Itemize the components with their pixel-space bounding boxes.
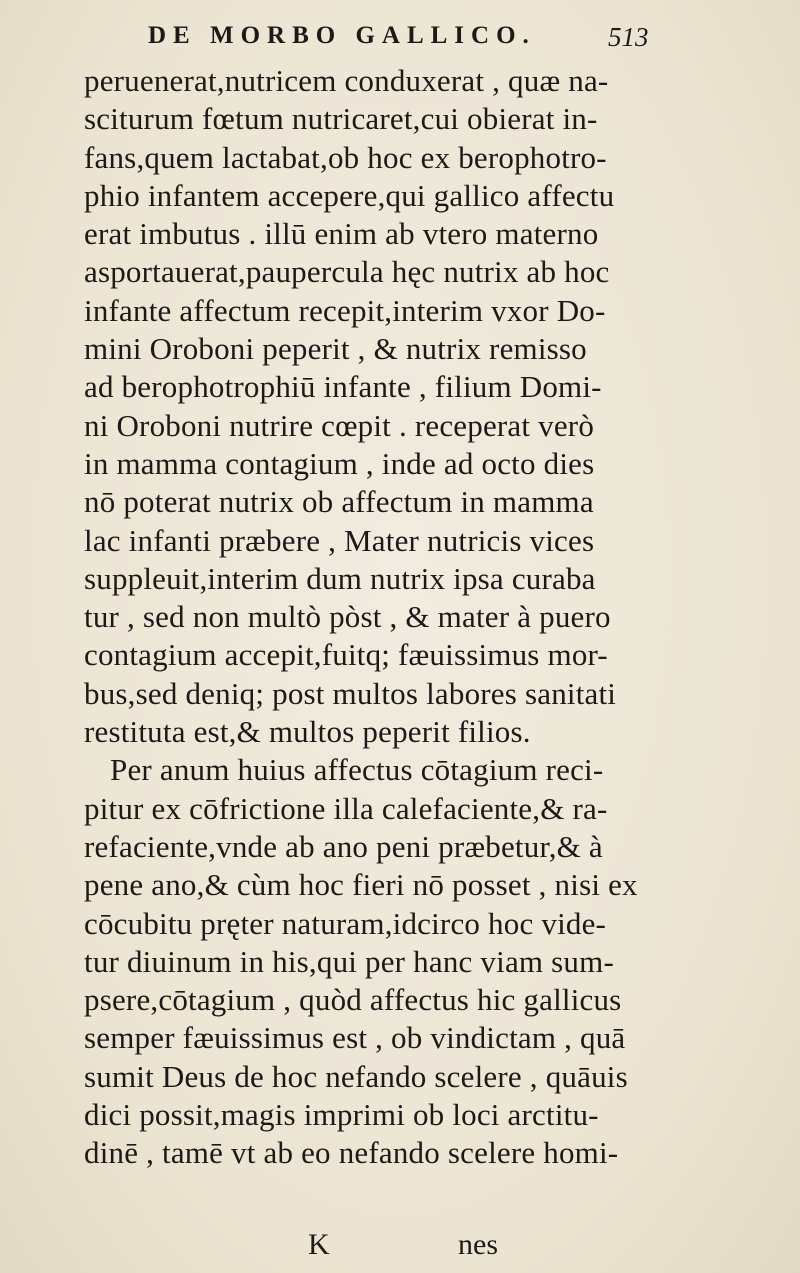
- text-line: semper fæuissimus est , ob vindictam , quā: [84, 1020, 626, 1056]
- catchword: nes: [458, 1228, 498, 1261]
- text-line: sciturum fœtum nutricaret,cui obierat in-: [84, 101, 598, 137]
- text-line: cōcubitu pręter naturam,idcirco hoc vide-: [84, 905, 607, 941]
- text-line: erat imbutus . illū enim ab vtero materno: [84, 216, 599, 252]
- page-header: [148, 22, 668, 62]
- paragraph-start-line: Per anum huius affectus cōtagium reci-: [110, 752, 604, 788]
- text-line: phio infantem accepere,qui gallico affectu: [84, 177, 615, 213]
- text-line: fans,quem lactabat,ob hoc ex berophotro-: [84, 139, 607, 175]
- text-line: in mamma contagium , inde ad octo dies: [84, 445, 595, 481]
- page-number: 513: [608, 22, 649, 52]
- text-line: ad berophotrophiū infante , filium Domi-: [84, 369, 602, 405]
- text-line: contagium accepit,fuitq; fæuissimus mor-: [84, 637, 608, 673]
- text-line: suppleuit,interim dum nutrix ipsa curaba: [84, 560, 596, 596]
- text-line: sumit Deus de hoc nefando scelere , quāuis: [84, 1058, 628, 1094]
- body-text: [84, 62, 664, 1173]
- text-line: infante affectum recepit,interim vxor Do-: [84, 292, 606, 328]
- signature-mark: K: [308, 1228, 330, 1261]
- page-footer: [84, 1228, 664, 1268]
- text-line: dinē , tamē vt ab eo nefando scelere homi-: [84, 1135, 619, 1171]
- text-line: refaciente,vnde ab ano peni præbetur,& à: [84, 828, 603, 864]
- text-line: tur , sed non multò pòst , & mater à puero: [84, 599, 611, 635]
- text-line: ni Oroboni nutrire cœpit . receperat verò: [84, 407, 595, 443]
- running-head: DE MORBO GALLICO.: [148, 22, 536, 49]
- text-line: dici possit,magis imprimi ob loci arctitu-: [84, 1097, 599, 1133]
- text-line: asportauerat,paupercula hęc nutrix ab hoc: [84, 254, 610, 290]
- text-line: nō poterat nutrix ob affectum in mamma: [84, 484, 594, 520]
- text-line: peruenerat,nutricem conduxerat , quæ na-: [84, 63, 609, 98]
- text-line: pene ano,& cùm hoc fieri nō posset , nisi ex: [84, 867, 638, 903]
- text-line: psere,cōtagium , quòd affectus hic gallicus: [84, 982, 622, 1018]
- text-line: tur diuinum in his,qui per hanc viam sum-: [84, 943, 614, 979]
- text-line: pitur ex cōfrictione illa calefaciente,& ra-: [84, 790, 608, 826]
- text-line: bus,sed deniq; post multos labores sanitati: [84, 675, 617, 711]
- text-line: lac infanti præbere , Mater nutricis vices: [84, 522, 595, 558]
- text-line: mini Oroboni peperit , & nutrix remisso: [84, 331, 587, 367]
- text-line: restituta est,& multos peperit filios.: [84, 714, 531, 750]
